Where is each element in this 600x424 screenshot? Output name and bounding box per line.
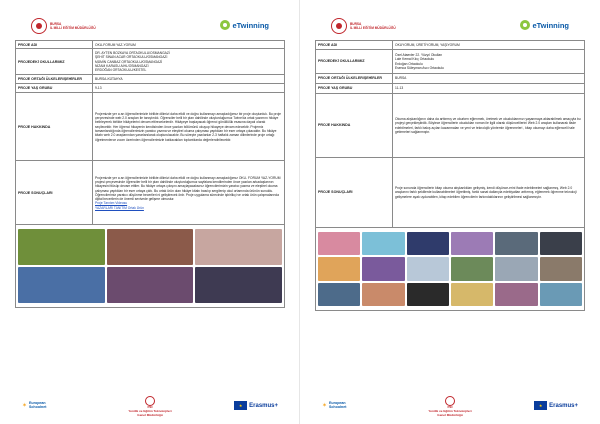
photo [540,257,582,280]
erasmus-label: Erasmus+ [549,402,578,409]
etwinning-logo [520,20,569,30]
yegitek-logo [415,396,485,417]
photo [407,232,449,255]
eu-flag-icon: ★ [534,401,547,410]
ministry-line-1: BURSA [350,22,362,26]
label-about: PROJE HAKKINDA [316,94,393,158]
photo [318,283,360,306]
photo [495,283,537,306]
etwinning-label: eTwinning [532,20,569,30]
photo [362,257,404,280]
value-schools [393,50,585,74]
esn-line-1: European [329,401,346,405]
etwinning-icon [220,20,230,30]
photo [407,257,449,280]
school-item: ŞEHİT SİNAN ACAR ORTAOKULU/OSMANGAZİ [95,55,168,60]
stars-icon: ✶ [322,402,328,409]
label-age-group: PROJE YAŞ GRUBU [16,84,93,93]
ministry-seal-icon [31,18,47,34]
photo [495,257,537,280]
yegitek-line-2: Yenilik ve Eğitim Teknolojileri [128,408,172,413]
ministry-line-1: BURSA [50,22,62,26]
school-item: NİZAM KARASU AİHL/OSMANGAZİ [95,63,149,68]
ministry-seal-icon [331,18,347,34]
photo [195,267,282,303]
product-link[interactable]: YAZARLARI TANITIM Ortak Ürün [95,205,144,210]
school-item: ERDOĞAN ORTAOKULU/KESTEL [95,68,147,73]
label-schools: PROJEDEKİ OKULLARIMIZ [16,49,93,75]
project-table-left [15,40,285,308]
photo-collage-left [16,225,285,308]
value-partners: BURSA [393,74,585,84]
esn-line-2: Schoolnet [29,405,47,409]
photo [540,232,582,255]
results-text: Projemizde yer a an öğrencilerimizle birlikte dilimizi daha etkili ve doğru kullanmayı amaçladığımız OKU- FORUM YAZ-YORUM projesi çerçevesinde öğrenciler belli bir plan dahilinde oluşturduğumuz sayfalara kendilerinden önce yazılan arkadaşlarının hikayesini ttüsüp devam ettiler. Bu hikâye ortaya çıkışını amaçlayacaksınız öğrencilerimizin yaratıcı yazma ve eleştirel okuma çalışması yaptıkları bir eser ortaya çıktı. Bu ortak ürün olan hikâye kitabı basılıp sergilenip okul ortamında ürünün sunuldu. Öğrencilerimiz yaratıcı düşünme becerileri ni geliştirecek ördr. Proje uygulama sürecinde işbirlikçi ve ortak ürün çalışmalarında dijital becerilerin de önemli sevivede gelişme olmustur. [95,175,281,202]
etwinning-logo [220,20,269,30]
erasmus-logo [234,401,278,410]
label-project-name: PROJE ADI [16,41,93,49]
footer-right [300,396,600,418]
photo [407,283,449,306]
stars-icon: ✶ [22,402,28,409]
page-right [300,0,600,424]
etwinning-icon [520,20,530,30]
photo [107,229,194,265]
label-partners: PROJE ORTAĞI ÜLKELER/ŞEHİRLER [16,75,93,84]
photo [540,283,582,306]
photo [318,257,360,280]
value-age-group: 9-13 [93,84,285,93]
photo [195,229,282,265]
photo [451,257,493,280]
ministry-line-2: İL MİLLİ EĞİTİM MÜDÜRLÜĞÜ [50,26,96,30]
photo-collage-right [316,228,585,311]
value-age-group: 11-13 [393,84,585,94]
label-partners: PROJE ORTAĞI ÜLKELER/ŞEHİRLER [316,74,393,84]
yegitek-line-2: Yenilik ve Eğitim Teknolojileri [428,408,472,413]
value-about: Okuma alışkanlığının daha da arttırmış ve okurken eğlenmek, üretmek ve okuduklarımızı yaşanmaya aktarabilmek amaçıyla bu projeyi gerçekleştirdik. Böylece öğrencilerin okudukları roman ile ilgili olarak düşüncelilerini Web 2.0 araçları kullanarak ifade edebilmeleri, farklı bakış açıları kazanmaları ve yeni ve teknolojik yöntemle öğrenmeleri , kitap okumayı daha eğlenceli hale getirmeleri sağlanmıştır. [393,94,585,158]
school-item: Lale Kemal Kılıç Ortaokulu [395,57,435,62]
label-results: PROJE SONUÇLARI [316,158,393,228]
label-about: PROJE HAKKINDA [16,93,93,161]
ministry-line-2: İL MİLLİ EĞİTİM MÜDÜRLÜĞÜ [350,26,396,30]
photo [451,232,493,255]
school-item: Erdoğan Ortaokulu [395,61,423,66]
ministry-logo [31,18,100,34]
label-project-name: PROJE ADI [316,41,393,50]
yegitek-line-1: PEİ [147,405,153,409]
photo [318,232,360,255]
yegitek-logo [115,396,185,417]
value-partners: BURSA-KÜTAHYA [93,75,285,84]
esn-line-1: European [29,401,46,405]
eu-flag-icon: ★ [234,401,247,410]
photo [495,232,537,255]
ministry-logo [331,18,400,34]
photo [451,283,493,306]
yegitek-line-3: Genel Müdürlüğü [437,412,463,417]
photo [18,229,105,265]
value-schools [93,49,285,75]
value-project-name: OKU-FORUM YAZ-YORUM [93,41,285,49]
footer-left [0,396,300,418]
school-item: Esenca Süleyman Avcı Ortaokulu [395,65,444,70]
value-results [93,161,285,225]
school-item: Özel Ataevler 22. Yüzyıl Okulları [395,52,443,57]
video-link[interactable]: Proje Tanıtım Videosu [95,201,128,206]
value-project-name: OKUYORUM, ÜRETİYORUM, YAŞIYORUM [393,41,585,50]
erasmus-label: Erasmus+ [249,402,278,409]
photo [107,267,194,303]
etwinning-label: eTwinning [232,20,269,30]
value-results: Proje sonunda öğrencilerin kitap okuma alışkanlıkları gelişmiş, kendi düşünce-erini ifade edebilmeleri sağlanmış, Web 2.0 araçlarını farklı şekillerde kullanabilmeleri öğretilmiş, farklı sanat dallarıyla edebiyatları arttırmış, eğlenerek öğrenme teknoloji gelişmelere ayak uydurabilen, kitap edebilen öğrencilerin farkındalıklarının geliştirilmesi sağlanmıştır. [393,158,585,228]
label-age-group: PROJE YAŞ GRUBU [316,84,393,94]
school-item: MÜMİN CANBAZ ORTAOKULU/OSMANGAZİ [95,59,163,64]
project-table-right [315,40,585,311]
school-item: DR. AYTEN BOZKAYA ORTAOKULU/OSMANGAZİ [95,51,170,56]
yegitek-line-3: Genel Müdürlüğü [137,412,163,417]
photo [362,232,404,255]
label-results: PROJE SONUÇLARI [16,161,93,225]
photo [18,267,105,303]
european-schoolnet-logo [322,401,346,409]
erasmus-logo [534,401,578,410]
yegitek-line-1: PEİ [447,405,453,409]
esn-line-2: Schoolnet [329,405,347,409]
photo [362,283,404,306]
label-schools: PROJEDEKİ OKULLARIMIZ [316,50,393,74]
european-schoolnet-logo [22,401,46,409]
value-about: Projemizde yer a an öğrencilerimizle birlikte dilimizi daha etkili ve doğru kullanmayı amaçladığımız bir proje oluşturduk. Bu proje çerçevesinde web 2.0 araçları ile tanıştırıldı. Öğrenciler belli bir plan dahilinde oluşturduğumuz Twine'da ortak yazımını hikâye belirleyerek birlikte hikâyelerini devam ettirecekelerdir. Hikâyeye başlayacak öğrenci gönüllülük esasına dayalı olarak seçilecektir. Her öğrenci hikayenin kendisinden önce yazılan bölümünü okuyup hikayeye devam edecektir. Projemiz tamamlandığında öğrencilerimizin yaratıcı yazma ve eleştirel okuma çalışması yaptıkları bir eser ortaya çıkacaktır. Bu hikâye kitabı web 2.0 araçlarından yararlanılarak oluşturulacaktır. Bu süreçte yazılanlar 2-3 haftalık zaman dilimlerinde proje ortağı öğretmenlerce zoom üzerinden öğrencilerimizle katılacakları toplantılarda değerlendirilecektir. [93,93,285,161]
